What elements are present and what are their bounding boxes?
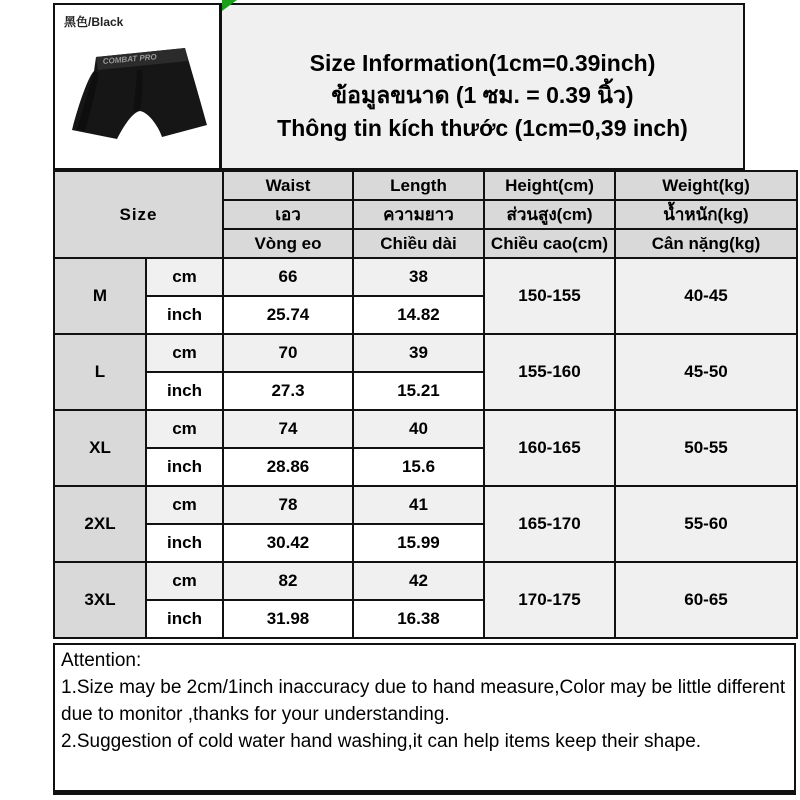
- header-row-en: [54, 171, 797, 200]
- waist-inch: 28.86: [223, 448, 353, 486]
- col-waist-th: เอว: [223, 200, 353, 229]
- top-section: [53, 3, 745, 170]
- length-inch: 15.99: [353, 524, 484, 562]
- title-vietnamese: Thông tin kích thước (1cm=0,39 inch): [277, 114, 688, 141]
- title-box: [222, 5, 743, 168]
- product-shorts-image: [63, 33, 213, 163]
- attention-notes: [53, 643, 796, 795]
- unit-inch: inch: [146, 448, 223, 486]
- col-height-th: ส่วนสูง(cm): [484, 200, 615, 229]
- col-height-en: Height(cm): [484, 171, 615, 200]
- col-weight-th: น้ำหนัก(kg): [615, 200, 797, 229]
- size-label-xl: XL: [54, 410, 146, 486]
- unit-inch: inch: [146, 524, 223, 562]
- size-label-m: M: [54, 258, 146, 334]
- attention-heading: Attention:: [61, 650, 142, 671]
- col-length-vi: Chiều dài: [353, 229, 484, 258]
- col-weight-vi: Cân nặng(kg): [615, 229, 797, 258]
- col-length-th: ความยาว: [353, 200, 484, 229]
- length-inch: 15.21: [353, 372, 484, 410]
- table-row: [54, 562, 797, 600]
- table-row: [54, 410, 797, 448]
- attention-line-2: 2.Suggestion of cold water hand washing,it can help items keep their shape.: [61, 730, 702, 752]
- table-row: [54, 258, 797, 296]
- height-range: 165-170: [484, 486, 615, 562]
- attention-line-1: 1.Size may be 2cm/1inch inaccuracy due to hand measure,Color may be little different due to monitor ,thanks for your understanding.: [61, 676, 786, 725]
- length-cm: 42: [353, 562, 484, 600]
- height-range: 170-175: [484, 562, 615, 638]
- height-range: 155-160: [484, 334, 615, 410]
- waist-cm: 70: [223, 334, 353, 372]
- size-label-l: L: [54, 334, 146, 410]
- waist-inch: 30.42: [223, 524, 353, 562]
- table-row: [54, 334, 797, 372]
- waist-inch: 31.98: [223, 600, 353, 638]
- weight-range: 60-65: [615, 562, 797, 638]
- size-label-2xl: 2XL: [54, 486, 146, 562]
- unit-cm: cm: [146, 486, 223, 524]
- length-cm: 38: [353, 258, 484, 296]
- unit-inch: inch: [146, 296, 223, 334]
- col-height-vi: Chiều cao(cm): [484, 229, 615, 258]
- col-waist-en: Waist: [223, 171, 353, 200]
- waist-cm: 78: [223, 486, 353, 524]
- length-inch: 16.38: [353, 600, 484, 638]
- col-length-en: Length: [353, 171, 484, 200]
- length-inch: 15.6: [353, 448, 484, 486]
- waist-inch: 25.74: [223, 296, 353, 334]
- col-weight-en: Weight(kg): [615, 171, 797, 200]
- size-header-cell: Size: [54, 171, 223, 258]
- col-waist-vi: Vòng eo: [223, 229, 353, 258]
- height-range: 160-165: [484, 410, 615, 486]
- size-label-3xl: 3XL: [54, 562, 146, 638]
- weight-range: 55-60: [615, 486, 797, 562]
- table-row: [54, 486, 797, 524]
- height-range: 150-155: [484, 258, 615, 334]
- length-cm: 39: [353, 334, 484, 372]
- weight-range: 40-45: [615, 258, 797, 334]
- length-cm: 40: [353, 410, 484, 448]
- unit-cm: cm: [146, 258, 223, 296]
- length-inch: 14.82: [353, 296, 484, 334]
- product-color-label: 黑色/Black: [64, 15, 124, 29]
- waist-cm: 74: [223, 410, 353, 448]
- unit-inch: inch: [146, 600, 223, 638]
- size-table: [53, 170, 798, 639]
- waist-inch: 27.3: [223, 372, 353, 410]
- unit-cm: cm: [146, 334, 223, 372]
- title-thai: ข้อมูลขนาด (1 ซม. = 0.39 นิ้ว): [331, 82, 634, 109]
- length-cm: 41: [353, 486, 484, 524]
- weight-range: 45-50: [615, 334, 797, 410]
- weight-range: 50-55: [615, 410, 797, 486]
- unit-inch: inch: [146, 372, 223, 410]
- green-corner-flag: [222, 0, 237, 11]
- product-image-box: [55, 5, 222, 168]
- waist-cm: 66: [223, 258, 353, 296]
- title-english: Size Information(1cm=0.39inch): [309, 50, 656, 77]
- waistband-logo-text: COMBAT PRO: [102, 52, 158, 66]
- waist-cm: 82: [223, 562, 353, 600]
- unit-cm: cm: [146, 410, 223, 448]
- unit-cm: cm: [146, 562, 223, 600]
